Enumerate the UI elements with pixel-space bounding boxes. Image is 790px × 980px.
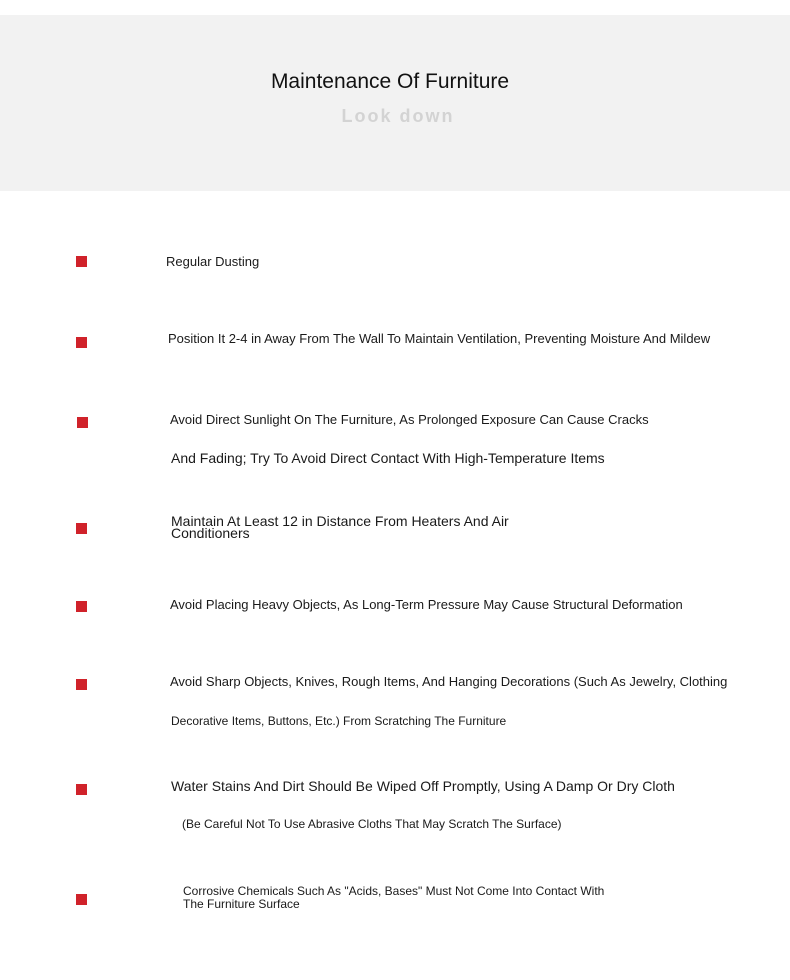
- item-sunlight-line1: Avoid Direct Sunlight On The Furniture, As Prolonged Exposure Can Cause Cracks: [170, 412, 649, 427]
- item-sharp-objects-line1: Avoid Sharp Objects, Knives, Rough Items, And Hanging Decorations (Such As Jewelry, Clothing: [170, 674, 728, 689]
- page-title: Maintenance Of Furniture: [270, 70, 510, 93]
- bullet-icon: [76, 256, 87, 267]
- item-water-stains-line1: Water Stains And Dirt Should Be Wiped Off Promptly, Using A Damp Or Dry Cloth: [171, 778, 675, 794]
- item-sunlight-line2: And Fading; Try To Avoid Direct Contact With High-Temperature Items: [171, 450, 605, 466]
- item-regular-dusting: Regular Dusting: [166, 254, 260, 269]
- item-corrosive-chemicals: Corrosive Chemicals Such As "Acids, Bases" Must Not Come Into Contact With The Furniture Surface: [183, 884, 605, 911]
- bullet-icon: [76, 523, 87, 534]
- header-banner: [0, 15, 790, 191]
- item-water-stains-line2: (Be Careful Not To Use Abrasive Cloths That May Scratch The Surface): [182, 817, 562, 831]
- page-subtitle: Look down: [341, 106, 455, 126]
- bullet-icon: [76, 601, 87, 612]
- bullet-icon: [76, 679, 87, 690]
- item-sharp-objects-line2: Decorative Items, Buttons, Etc.) From Scratching The Furniture: [171, 714, 507, 728]
- item-heavy-objects: Avoid Placing Heavy Objects, As Long-Term Pressure May Cause Structural Deformation: [170, 597, 683, 612]
- bullet-icon: [76, 337, 87, 348]
- bullet-icon: [76, 784, 87, 795]
- bullet-icon: [77, 417, 88, 428]
- bullet-icon: [76, 894, 87, 905]
- item-heaters: Maintain At Least 12 in Distance From Heaters And Air Conditioners: [171, 513, 509, 541]
- item-wall-distance: Position It 2-4 in Away From The Wall To Maintain Ventilation, Preventing Moisture And Mildew: [168, 331, 711, 346]
